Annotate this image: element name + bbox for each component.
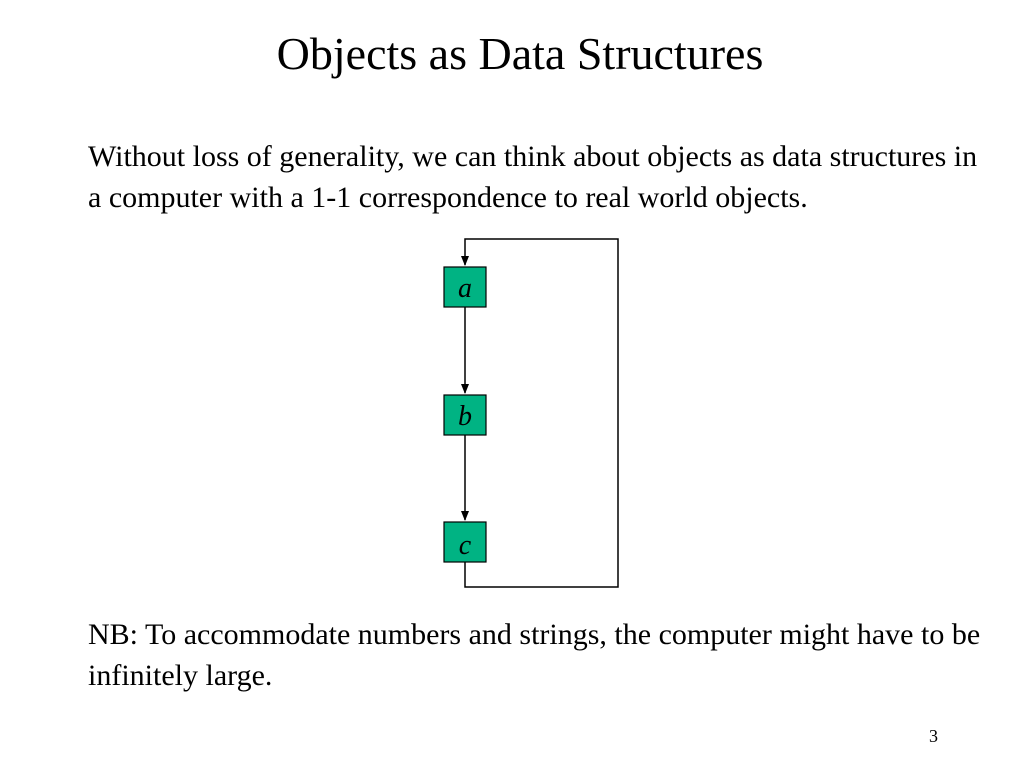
node-c-label: c xyxy=(458,530,472,561)
node-a xyxy=(444,267,486,307)
edge-c-to-a xyxy=(465,239,618,587)
node-a-label: a xyxy=(458,273,472,304)
note-paragraph: NB: To accommodate numbers and strings, the computer might have to be infinitely large. xyxy=(88,618,981,692)
slide-title: Objects as Data Structures xyxy=(276,28,764,79)
node-c xyxy=(444,522,486,562)
node-b xyxy=(444,395,486,435)
node-b-label: b xyxy=(458,401,472,432)
page-number: 3 xyxy=(929,726,938,746)
intro-paragraph: Without loss of generality, we can think about objects as data structures in a computer with a 1-1 correspondence to real world objects. xyxy=(88,140,978,214)
